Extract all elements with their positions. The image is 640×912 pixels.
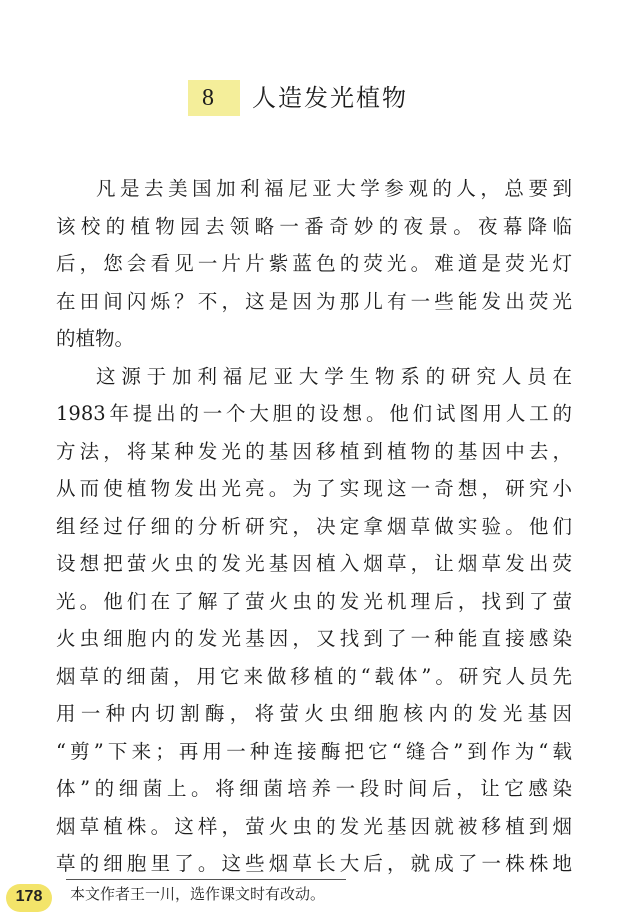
text-line: 1983年提出的一个大胆的设想。他们试图用人工的 [56,402,572,425]
text-line: 烟草的细菌，用它来做移植的“载体”。研究人员先 [56,664,572,688]
text-line: 体”的细菌上。将细菌培养一段时间后，让它感染 [56,777,572,800]
text-line: 设想把萤火虫的发光基因植入烟草，让烟草发出荧 [56,552,572,575]
lesson-number: 8 [202,85,214,111]
page-footer [0,872,640,905]
lesson-heading [0,74,640,122]
paragraph-1 [56,170,572,358]
text-line: 后，您会看见一片片紫蓝色的荧光。难道是荧光灯 [56,252,572,275]
footnote: 本文作者王一川，选作课文时有改动。 [70,885,326,903]
text-line: 光。他们在了解了萤火虫的发光机理后，找到了萤 [56,589,572,613]
page-number: 178 [6,884,52,912]
text-line: “剪”下来；再用一种连接酶把它“缝合”到作为“载 [56,739,572,763]
text-line: 烟草植株。这样，萤火虫的发光基因就被移植到烟 [56,814,572,838]
text-line: 组经过仔细的分析研究，决定拿烟草做实验。他们 [56,514,572,538]
text-line: 该校的植物园去领略一番奇妙的夜景。夜幕降临 [56,214,572,238]
text-line: 凡是去美国加利福尼亚大学参观的人，总要到 [96,177,572,200]
lesson-title: 人造发光植物 [252,84,408,112]
text-line: 方法，将某种发光的基因移植到植物的基因中去， [56,439,572,463]
text-line: 火虫细胞内的发光基因，又找到了一种能直接感染 [56,627,572,650]
text-line: 的植物。 [56,327,135,350]
text-line: 用一种内切割酶，将萤火虫细胞核内的发光基因 [56,702,572,725]
paragraph-2 [56,358,572,883]
text-line: 在田间闪烁？不，这是因为那儿有一些能发出荧光 [56,289,572,313]
text-line: 这源于加利福尼亚大学生物系的研究人员在 [96,364,572,388]
text-line: 从而使植物发出光亮。为了实现这一奇想，研究小 [56,477,572,500]
text-line: 草的细胞里了。这些烟草长大后，就成了一株株地 [56,852,572,875]
article-body [56,170,572,883]
footnote-divider [66,879,346,880]
